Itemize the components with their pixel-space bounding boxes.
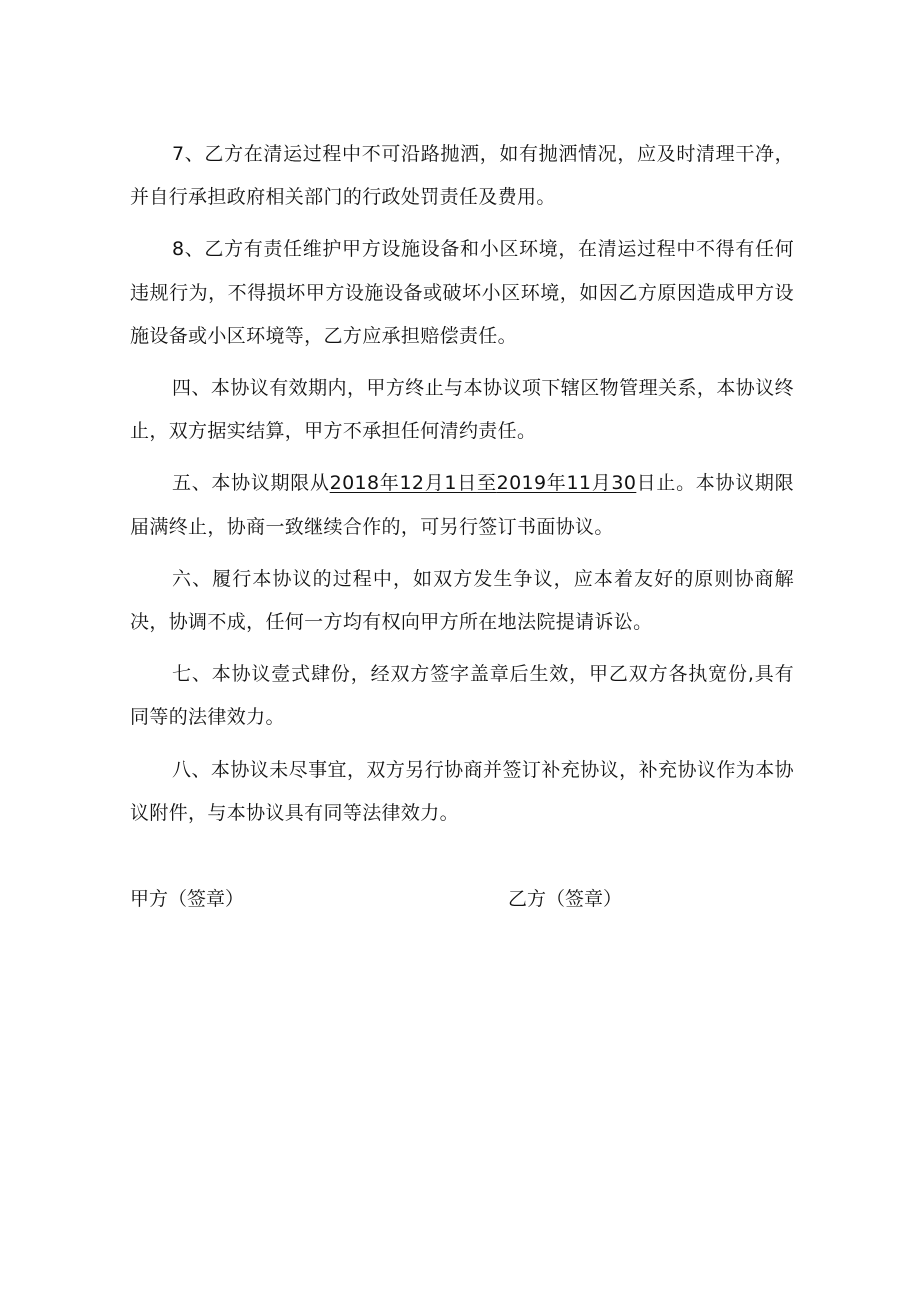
article-7: 七、本协议壹式肆份，经双方签字盖章后生效，甲乙双方各执宽份,具有同等的法律效力。 xyxy=(130,663,794,729)
article-5-prefix: 五、本协议期限从 xyxy=(172,472,330,495)
term-date-connector: 至 xyxy=(476,472,497,495)
signature-block xyxy=(0,884,920,920)
article-6: 六、履行本协议的过程中，如双方发生争议，应本着友好的原则协商解决，协调不成，任何一方均有权向甲方所在地法院提请诉讼。 xyxy=(130,567,794,634)
article-8: 八、本协议未尽事宜，双方另行协商并签订补充协议，补充协议作为本协议附件，与本协议具有同等法律效力。 xyxy=(130,758,794,824)
party-b-signature-label: 乙方（签章） xyxy=(508,888,623,910)
clause-7: 7、乙方在清运过程中不可沿路抛洒，如有抛洒情况，应及时清理干净，并自行承担政府相关部门的行政处罚责任及费用。 xyxy=(130,143,794,209)
clause-8: 8、乙方有责任维护甲方设施设备和小区环境，在清运过程中不得有任何违规行为，不得损坏甲方设施设备或破坏小区环境，如因乙方原因造成甲方设施设备或小区环境等，乙方应承担赔偿责任。 xyxy=(130,238,794,347)
party-a-signature-label: 甲方（签章） xyxy=(130,888,245,910)
article-5 xyxy=(130,462,794,548)
article-5-suffix: 日止。本协议期限届满终止，协商一致继续合作的，可另行签订书面协议。 xyxy=(130,472,794,538)
term-start-date: 2018年12月1日 xyxy=(329,472,477,495)
article-4: 四、本协议有效期内，甲方终止与本协议项下辖区物管理关系，本协议终止，双方据实结算，甲方不承担任何清约责任。 xyxy=(130,377,794,443)
document-body xyxy=(130,133,794,844)
term-end-date: 2019年11月30 xyxy=(496,472,637,495)
